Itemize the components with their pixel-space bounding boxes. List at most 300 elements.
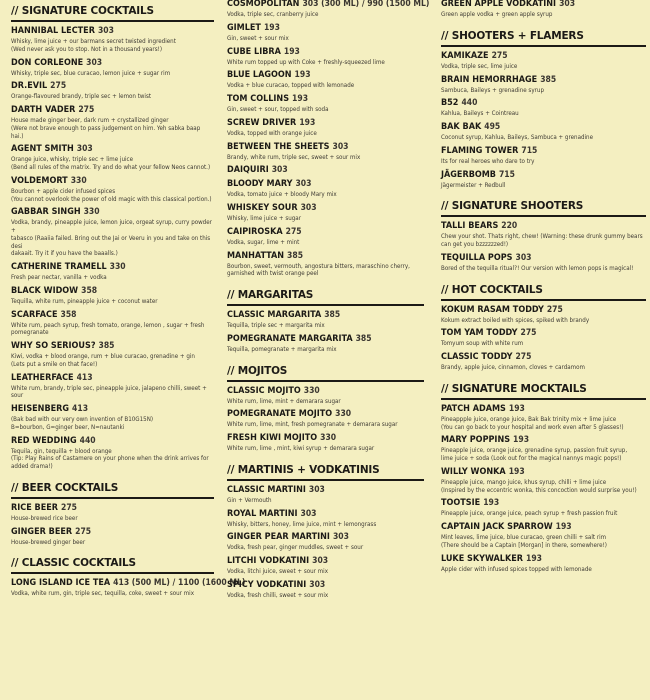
item-price: 358 <box>60 309 77 320</box>
item-description-line: Vodka, brandy, pineapple juice, lemon juice, orgeat syrup, curry powder + <box>11 219 212 234</box>
item-price: 303 <box>309 579 326 590</box>
item-price: 303 <box>271 165 288 176</box>
menu-item <box>227 510 424 529</box>
item-price: 303 <box>86 57 103 68</box>
menu-item <box>11 405 214 432</box>
menu-item-row <box>227 166 424 175</box>
menu-item-row <box>11 311 214 320</box>
item-description-line: Brandy, apple juice, cinnamon, cloves + cardamom <box>441 364 585 371</box>
item-description-line: Orange juice, whisky, triple sec + lime juice <box>11 156 134 164</box>
menu-item <box>441 405 646 432</box>
item-description-line: lime juice + soda (Look out for the magical nannys magic pops!) <box>441 455 622 462</box>
item-name: MANHATTAN <box>227 250 285 261</box>
item-price: 440 <box>79 435 96 446</box>
menu-item <box>11 311 214 338</box>
item-description <box>11 322 214 338</box>
item-description <box>227 497 424 505</box>
item-price: 440 <box>461 98 478 109</box>
item-price: 385 <box>98 341 115 351</box>
menu-section <box>227 284 424 354</box>
item-price: 193 <box>508 403 525 414</box>
item-price: 193 <box>513 435 530 446</box>
item-name: LITCHI VODKATINI <box>227 556 310 566</box>
item-description-line: (Tip: Play Rains of Castamere on your phone when the drink arrives for <box>11 455 209 463</box>
item-description <box>227 106 424 114</box>
section-heading: // CLASSIC COCKTAILS <box>11 552 214 574</box>
item-price: 303 <box>97 26 114 36</box>
menu-section <box>441 195 646 272</box>
menu-item <box>441 52 646 71</box>
item-name: CAIPIROSKA <box>227 226 283 237</box>
item-price: 275 <box>515 352 532 362</box>
menu-item-row <box>227 71 424 80</box>
menu-item <box>441 306 646 325</box>
item-description-line: Apple cider with infused spices topped with lemonade <box>441 565 592 573</box>
item-description-line: Bored of the tequilla ritual?! Our version with lemon pops is magical! <box>441 264 634 272</box>
item-name: COSMOPOLITAN <box>227 0 300 9</box>
menu-item <box>227 48 424 67</box>
item-description-line: Bourbon, sweet, vermouth, angostura bitters, maraschino cherry, <box>227 262 410 270</box>
item-description <box>227 154 424 162</box>
item-description <box>441 265 646 273</box>
menu-item <box>11 578 246 598</box>
item-name: CLASSIC MARTINI <box>227 484 306 495</box>
item-description-line: Whisky, bitters, honey, lime juice, mint + lemongrass <box>227 520 377 528</box>
item-name: POMEGRANATE MARGARITA <box>227 333 353 344</box>
menu-item-row <box>441 436 646 445</box>
item-price: 330 <box>335 409 352 420</box>
menu-item-row <box>441 76 646 85</box>
item-name: TOOTSIE <box>441 498 481 509</box>
item-description-line: (Inspired by the eccentric wonka, this concoction would surprise you!) <box>441 486 637 494</box>
item-description <box>227 521 424 529</box>
menu-item-row <box>441 499 646 508</box>
item-description <box>11 353 214 369</box>
item-name: TEQUILLA POPS <box>441 252 513 263</box>
menu-section <box>441 0 646 19</box>
item-name: GREEN APPLE VODKATINI <box>441 0 557 9</box>
menu-item-row <box>441 123 646 132</box>
menu-item <box>227 486 424 505</box>
item-description <box>227 130 424 138</box>
item-description-line: Gin, sweet + sour, topped with soda <box>227 106 329 113</box>
menu-item-row <box>441 52 646 61</box>
item-price: 275 <box>75 526 92 537</box>
menu-item-row <box>441 523 646 532</box>
item-name: GINGER PEAR MARTINI <box>227 532 330 543</box>
item-description <box>11 448 214 471</box>
menu-item <box>227 557 424 576</box>
section-heading: // SHOOTERS + FLAMERS <box>441 25 646 47</box>
item-description-line: Vodka, sugar, lime + mint <box>227 238 300 246</box>
item-description-line: dakaait. Try it if you have the baaalls.) <box>11 250 118 258</box>
item-name: WHY SO SERIOUS? <box>11 341 96 351</box>
menu-item-row <box>441 329 646 338</box>
item-description <box>441 11 646 19</box>
item-price: 193 <box>263 22 280 33</box>
menu-item <box>11 528 214 547</box>
menu-item-row <box>227 557 424 566</box>
item-price: 303 <box>332 532 349 543</box>
menu-item <box>227 410 424 429</box>
item-name: DARTH VADER <box>11 105 76 115</box>
menu-item <box>11 208 214 258</box>
item-name: FRESH KIWI MOJITO <box>227 433 318 443</box>
item-name: DON CORLEONE <box>11 57 84 68</box>
menu-item-row <box>11 374 214 383</box>
item-description <box>227 215 424 223</box>
menu-item <box>441 76 646 95</box>
menu-item-row <box>441 254 646 263</box>
item-description <box>441 233 646 249</box>
menu-section <box>441 25 646 190</box>
item-name: TALLI BEARS <box>441 221 499 232</box>
item-description <box>11 188 214 204</box>
menu-item-row <box>227 24 424 33</box>
item-description-line: White rum, peach syrup, fresh tomato, orange, lemon , sugar + fresh <box>11 321 205 329</box>
menu-item <box>11 287 214 306</box>
item-name: ROYAL MARTINI <box>227 508 298 519</box>
menu-item <box>227 119 424 138</box>
menu-item-row <box>11 82 214 91</box>
item-description-line: can get you bzzzzzzed!) <box>441 241 509 248</box>
menu-item <box>227 95 424 114</box>
item-description <box>441 110 646 118</box>
item-description <box>441 510 646 518</box>
menu-item <box>11 342 214 369</box>
item-description-line: Vodka, fresh chilli, sweet + sour mix <box>227 591 329 599</box>
item-price: 385 <box>287 250 304 261</box>
item-description-line: Whisky, lime juice + our barmans secret twisted ingredient <box>11 38 176 45</box>
menu-item-row <box>11 528 214 537</box>
item-description <box>11 156 214 172</box>
menu-section <box>227 360 424 453</box>
item-name: MARY POPPINS <box>441 435 511 446</box>
item-description <box>227 592 424 600</box>
item-name: GABBAR SINGH <box>11 207 81 218</box>
menu-item-row <box>11 342 214 351</box>
item-description <box>227 421 424 429</box>
item-description <box>441 479 646 495</box>
item-description-line: Whisky, lime juice + sugar <box>227 215 301 222</box>
menu-item <box>11 82 214 101</box>
menu-item <box>441 147 646 166</box>
item-price: 303 <box>559 0 576 9</box>
item-name: DR.EVIL <box>11 81 48 92</box>
menu-column-2 <box>227 0 430 606</box>
item-price: 715 <box>521 145 538 156</box>
item-name: TOM YAM TODDY <box>441 328 518 339</box>
item-description-line: Vodka, litchi juice, sweet + sour mix <box>227 568 328 575</box>
menu-item <box>227 533 424 552</box>
menu-item-row <box>227 434 424 443</box>
menu-item <box>11 437 214 471</box>
item-price: 193 <box>555 522 572 532</box>
item-description-line: Pineapple juice, orange juice, peach syrup + fresh passion fruit <box>441 510 618 518</box>
item-description-line: Tequila, gin, tequilla + blood orange <box>11 447 112 455</box>
item-name: WILLY WONKA <box>441 466 506 477</box>
item-description-line: (You cannot overlook the power of old magic with this classical portion.) <box>11 195 212 203</box>
menu-item-row <box>227 581 424 590</box>
item-description-line: Orange-flavoured brandy, triple sec + lemon twist <box>11 93 152 101</box>
item-price: 330 <box>303 385 320 396</box>
item-price: 413 <box>76 372 93 383</box>
item-description-line: garnished with twist orange peel <box>227 270 319 278</box>
menu-item <box>227 180 424 199</box>
item-price: 303 (300 ML) / 990 (1500 ML) <box>302 0 430 9</box>
item-price: 385 <box>324 310 341 320</box>
item-description-line: (Bak bad with our very own invention of B10G15N) <box>11 416 154 423</box>
menu-item <box>227 0 430 19</box>
item-description <box>11 93 214 101</box>
menu-item <box>227 228 424 247</box>
menu-item <box>227 24 424 43</box>
item-name: FLAMING TOWER <box>441 145 519 156</box>
menu-item <box>441 0 646 19</box>
item-description <box>227 239 424 247</box>
item-description <box>227 322 424 330</box>
menu-item-row <box>441 0 646 9</box>
menu-item-row <box>441 353 646 362</box>
menu-section <box>11 477 214 547</box>
menu-item <box>441 254 646 273</box>
item-description-line: Vodka, topped with orange juice <box>227 129 317 137</box>
section-heading: // SIGNATURE SHOOTERS <box>441 195 646 217</box>
menu-item-row <box>11 287 214 296</box>
item-description <box>11 38 214 54</box>
menu-item-row <box>227 311 424 320</box>
item-description <box>441 182 646 190</box>
menu-section <box>441 378 646 574</box>
item-description <box>227 346 424 354</box>
item-description-line: Tequilla, pomegranate + margarita mix <box>227 345 337 353</box>
item-price: 193 <box>508 466 525 477</box>
item-name: POMEGRANATE MOJITO <box>227 409 333 420</box>
menu-item-row <box>441 99 646 108</box>
item-description-line: Chew your shot. Thats right, chew! (Warning: these drunk gummy bears <box>441 233 643 241</box>
item-description <box>11 274 214 282</box>
item-description-line: Vodka, fresh pear, ginger muddles, sweet + sour <box>227 544 364 552</box>
menu-item-row <box>227 510 424 519</box>
item-description-line: Vodka, white rum, gin, triple sec, tequilla, coke, sweet + sour mix <box>11 590 194 598</box>
menu-item-row <box>227 119 424 128</box>
item-name: RICE BEER <box>11 502 59 513</box>
item-name: AGENT SMITH <box>11 144 74 155</box>
menu-item <box>227 71 424 90</box>
item-description <box>11 298 214 306</box>
item-description-line: Vodka, tomato juice + bloody Mary mix <box>227 191 337 199</box>
item-description <box>227 191 424 199</box>
item-name: KAMIKAZE <box>441 50 489 61</box>
menu-item-row <box>11 437 214 446</box>
item-name: PATCH ADAMS <box>441 403 506 414</box>
item-description-line: House made ginger beer, dark rum + crystallized ginger <box>11 117 169 124</box>
menu-item <box>227 335 424 354</box>
item-price: 275 <box>520 328 537 339</box>
menu-item-row <box>227 0 430 9</box>
item-description-line: White rum topped up with Coke + freshly-squeezed lime <box>227 58 385 66</box>
item-description-line: Jägermeister + Redbull <box>441 181 506 189</box>
item-description-line: Pineappple juice, orange juice, Bak Bak trinity mix + lime juice <box>441 415 617 423</box>
item-price: 275 <box>285 226 302 237</box>
item-description <box>227 445 424 453</box>
item-description <box>441 340 646 348</box>
item-price: 275 <box>61 502 77 513</box>
item-description <box>227 35 424 43</box>
menu-item-row <box>227 387 424 396</box>
item-description-line: Kokum extract boiled with spices, spiked with brandy <box>441 316 590 324</box>
item-price: 303 <box>515 252 532 263</box>
item-name: B52 <box>441 98 459 109</box>
item-price: 303 <box>300 203 317 213</box>
item-description-line: (There should be a Captain [Morgan] in there, somewhere!) <box>441 541 607 549</box>
menu-item <box>441 436 646 463</box>
menu-item <box>441 499 646 518</box>
menu-item <box>227 581 424 600</box>
item-description-line: B=bourbon, G=ginger beer, N=nautanki <box>11 423 125 431</box>
item-description-line: Whisky, triple sec, blue curacao, lemon juice + sugar rim <box>11 69 171 77</box>
item-description <box>227 263 424 279</box>
item-description <box>441 63 646 71</box>
item-description <box>227 82 424 90</box>
menu-item <box>11 374 214 401</box>
item-name: RED WEDDING <box>11 435 77 446</box>
item-name: SPICY VODKATINI <box>227 579 307 590</box>
item-description-line: Mint leaves, lime juice, blue curacao, green chilli + salt rim <box>441 534 607 541</box>
menu-item-row <box>11 27 214 36</box>
item-description-line: Coconut syrup, Kahlua, Baileys, Sambuca + grenadine <box>441 134 594 141</box>
menu-item <box>227 387 424 406</box>
item-price: 303 <box>295 179 312 190</box>
item-price: 715 <box>498 169 515 180</box>
menu-item-row <box>227 410 424 419</box>
item-price: 303 <box>76 144 93 155</box>
menu-item-row <box>441 468 646 477</box>
item-name: WHISKEY SOUR <box>227 203 298 213</box>
menu-item-row <box>227 204 424 213</box>
item-description-line: Gin, sweet + sour mix <box>227 34 289 42</box>
item-name: CLASSIC MARGARITA <box>227 310 322 320</box>
item-description-line: Brandy, white rum, triple sec, sweet + sour mix <box>227 153 361 161</box>
menu-item <box>441 353 646 372</box>
item-description-line: White rum, lime, mint, fresh pomegranate + demarara sugar <box>227 421 398 429</box>
item-name: LUKE SKYWALKER <box>441 553 524 564</box>
item-description <box>11 416 214 432</box>
menu-column-3 <box>441 0 646 579</box>
menu-item-row <box>227 48 424 57</box>
item-price: 358 <box>81 285 98 296</box>
item-description-line: Bourbon + apple cider infused spices <box>11 187 116 195</box>
item-description-line: Tequilla, triple sec + margarita mix <box>227 322 325 329</box>
menu-item <box>11 504 214 523</box>
item-description-line: Sambuca, Baileys + grenadine syrup <box>441 86 544 94</box>
item-name: CLASSIC TODDY <box>441 352 513 362</box>
item-name: LONG ISLAND ICE TEA <box>11 578 111 589</box>
menu-item-row <box>227 533 424 542</box>
item-description <box>227 398 424 406</box>
item-name: BAK BAK <box>441 122 482 132</box>
item-description <box>11 70 214 78</box>
item-price: 220 <box>501 221 518 232</box>
menu-item <box>441 523 646 550</box>
menu-item-row <box>227 335 424 344</box>
item-description <box>11 117 214 140</box>
item-description-line: Tequilla, white rum, pineapple juice + coconut water <box>11 297 158 305</box>
item-description-line: (You can go back to your hospital and work even after 5 glasses!) <box>441 423 624 431</box>
item-description <box>441 364 646 372</box>
item-name: CATHERINE TRAMELL <box>11 262 107 272</box>
item-description-line: Fresh pear nectar, vanilla + vodka <box>11 274 107 281</box>
menu-section <box>227 459 424 600</box>
menu-item-row <box>11 405 214 414</box>
item-name: BRAIN HEMORRHAGE <box>441 74 538 85</box>
item-description-line: Its for real heroes who dare to try <box>441 157 535 165</box>
item-price: 330 <box>320 433 337 443</box>
item-description <box>11 219 214 258</box>
item-description <box>441 134 646 142</box>
item-description <box>441 447 646 463</box>
item-description-line: White rum, brandy, triple sec, pineapple juice, jalapeno chilli, sweet + sour <box>11 384 207 400</box>
item-description-line: (Were not brave enough to pass judgement on him. Yeh sabka baap hai.) <box>11 124 201 140</box>
menu-item <box>11 27 214 54</box>
section-heading: // MARGARITAS <box>227 284 424 306</box>
item-name: HANNIBAL LECTER <box>11 26 95 36</box>
menu-item <box>227 311 424 330</box>
item-description-line: Kiwi, vodka + blood orange, rum + blue curacao, grenadine + gin <box>11 353 195 360</box>
item-price: 413 (500 ML) / 1100 (1600 ML) <box>113 578 246 589</box>
section-heading: // BEER COCKTAILS <box>11 477 214 499</box>
item-description-line: pomegranate <box>11 329 49 337</box>
item-name: KOKUM RASAM TODDY <box>441 304 544 315</box>
menu-item-row <box>11 208 214 217</box>
menu-item <box>11 106 214 140</box>
item-name: HEISENBERG <box>11 404 70 414</box>
item-name: VOLDEMORT <box>11 175 68 186</box>
section-heading: // HOT COCKTAILS <box>441 279 646 301</box>
item-price: 495 <box>484 122 501 132</box>
item-price: 275 <box>546 304 563 315</box>
item-description-line: (Lets put a smile on that face!) <box>11 360 98 368</box>
menu-item <box>441 123 646 142</box>
item-description <box>11 515 214 523</box>
item-description-line: tabasco (Raaiia failed. Bring out the Jai or Veeru in you and take on this desi <box>11 234 211 250</box>
item-name: BLOODY MARY <box>227 179 293 190</box>
item-price: 193 <box>299 117 316 128</box>
item-price: 303 <box>332 141 349 152</box>
item-description-line: Tomyum soup with white rum <box>441 340 524 348</box>
item-description <box>441 87 646 95</box>
item-description <box>227 59 424 67</box>
item-description <box>441 158 646 166</box>
item-price: 385 <box>355 333 372 344</box>
item-price: 193 <box>283 46 300 57</box>
menu-item <box>441 555 646 574</box>
item-price: 193 <box>526 553 542 564</box>
item-price: 303 <box>308 484 325 495</box>
menu-item-row <box>11 59 214 68</box>
item-price: 275 <box>50 81 67 92</box>
item-price: 193 <box>294 70 311 81</box>
item-description <box>441 317 646 325</box>
menu-item <box>441 99 646 118</box>
menu-item-row <box>227 486 424 495</box>
menu-item-row <box>441 222 646 231</box>
item-description-line: White rum, lime, mint + demarara sugar <box>227 397 341 405</box>
item-price: 330 <box>109 262 126 272</box>
item-name: SCARFACE <box>11 309 58 320</box>
menu-section <box>11 552 246 598</box>
item-description <box>11 590 214 598</box>
